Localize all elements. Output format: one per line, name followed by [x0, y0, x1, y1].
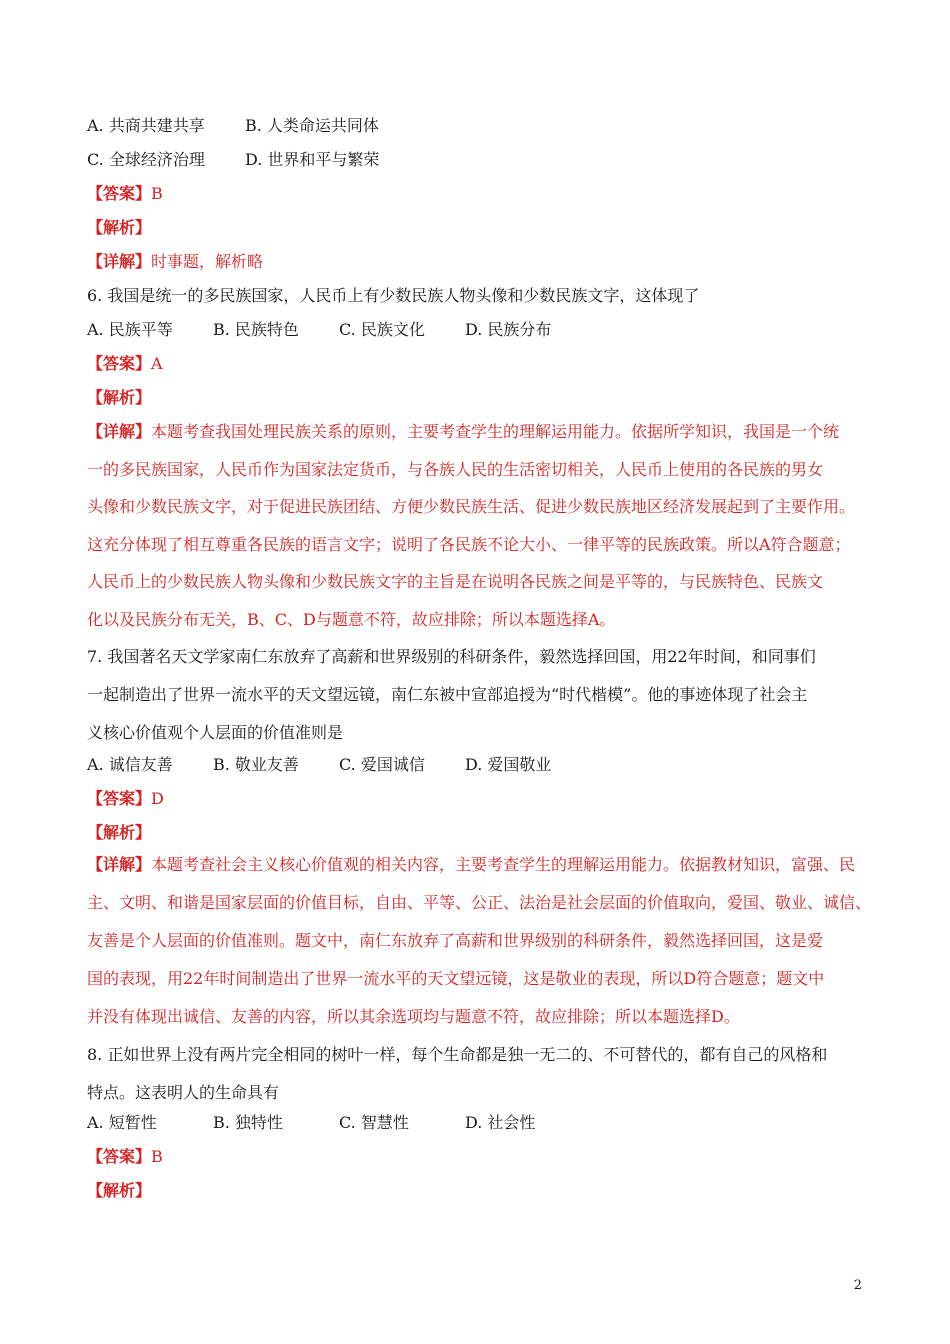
section-tag: 【详解】 — [87, 855, 152, 874]
option-b: B. 人类命运共同体 — [245, 116, 379, 135]
explanation-text: 主、文明、和谐是国家层面的价值目标，自由、平等、公正、法治是社会层面的价值取向，爱国、敬业、诚信、 — [87, 893, 872, 912]
section-text: B — [151, 1147, 163, 1166]
option-c: C. 民族文化 — [339, 320, 425, 339]
section-tag: 【解析】 — [87, 823, 152, 842]
option-b: B. 民族特色 — [213, 320, 299, 339]
option-b: B. 敬业友善 — [213, 755, 299, 774]
option-c: C. 全球经济治理 — [87, 150, 205, 169]
section-text: 时事题，解析略 — [151, 252, 264, 271]
option-d: D. 爱国敬业 — [465, 755, 552, 774]
option-d: D. 民族分布 — [465, 320, 552, 339]
question-text: 8. 正如世界上没有两片完全相同的树叶一样，每个生命都是独一无二的、不可替代的，都有自己的风格和 — [87, 1045, 828, 1064]
section-tag: 【详解】 — [87, 252, 152, 271]
question-text: 7. 我国著名天文学家南仁东放弃了高薪和世界级别的科研条件，毅然选择回国，用22年时间，和同事们 — [87, 647, 816, 666]
section-text: 本题考查社会主义核心价值观的相关内容，主要考查学生的理解运用能力。依据教材知识，富强、民 — [151, 855, 856, 874]
explanation-text: 友善是个人层面的价值准则。题文中，南仁东放弃了高薪和世界级别的科研条件，毅然选择回国，这是爱 — [87, 931, 824, 950]
section-text: A — [151, 354, 163, 373]
answer-options — [87, 1113, 535, 1133]
option-c: C. 智慧性 — [339, 1113, 409, 1132]
answer-options — [87, 116, 379, 136]
section-tag: 【答案】 — [87, 184, 152, 203]
explanation-text: 化以及民族分布无关，B、C、D与题意不符，故应排除；所以本题选择A。 — [87, 610, 616, 629]
section-tag: 【解析】 — [87, 1181, 152, 1200]
option-d: D. 社会性 — [465, 1113, 536, 1132]
question-text: 一起制造出了世界一流水平的天文望远镜，南仁东被中宣部追授为“时代楷模”。他的事迹体现了社会主 — [87, 685, 808, 704]
analysis-heading — [87, 218, 151, 238]
analysis-heading — [87, 823, 151, 843]
section-tag: 【答案】 — [87, 1147, 152, 1166]
page-number: 2 — [853, 1278, 862, 1293]
section-tag: 【解析】 — [87, 218, 152, 237]
section-text: 本题考查我国处理民族关系的原则，主要考查学生的理解运用能力。依据所学知识，我国是一个统 — [151, 422, 840, 441]
section-tag: 【详解】 — [87, 422, 152, 441]
answer-line — [87, 1147, 163, 1167]
section-text: D — [151, 789, 164, 808]
answer-options — [87, 320, 551, 340]
explanation-line — [87, 855, 855, 875]
section-tag: 【解析】 — [87, 388, 152, 407]
analysis-heading — [87, 1181, 151, 1201]
answer-line — [87, 789, 164, 809]
explanation-text: 并没有体现出诚信、友善的内容，所以其余选项均与题意不符，故应排除；所以本题选择D。 — [87, 1007, 740, 1026]
explanation-line — [87, 252, 263, 272]
question-text: 6. 我国是统一的多民族国家，人民币上有少数民族人物头像和少数民族文字，这体现了 — [87, 286, 700, 305]
answer-line — [87, 184, 163, 204]
section-tag: 【答案】 — [87, 354, 152, 373]
explanation-text: 人民币上的少数民族人物头像和少数民族文字的主旨是在说明各民族之间是平等的，与民族特色、民族文 — [87, 572, 824, 591]
explanation-text: 一的多民族国家，人民币作为国家法定货币，与各族人民的生活密切相关，人民币上使用的各民族的男女 — [87, 460, 824, 479]
option-a: A. 诚信友善 — [87, 755, 173, 774]
section-tag: 【答案】 — [87, 789, 152, 808]
option-a: A. 共商共建共享 — [87, 116, 205, 135]
option-a: A. 民族平等 — [87, 320, 173, 339]
question-text: 特点。这表明人的生命具有 — [87, 1083, 280, 1102]
question-text: 义核心价值观个人层面的价值准则是 — [87, 723, 344, 742]
option-c: C. 爱国诚信 — [339, 755, 425, 774]
analysis-heading — [87, 388, 151, 408]
explanation-text: 头像和少数民族文字，对于促进民族团结、方便少数民族生活、促进少数民族地区经济发展起到了主要作用。 — [87, 497, 856, 516]
explanation-text: 国的表现，用22年时间制造出了世界一流水平的天文望远镜，这是敬业的表现，所以D符合题意；题文中 — [87, 969, 825, 988]
answer-options — [87, 755, 551, 775]
answer-line — [87, 354, 163, 374]
answer-options — [87, 150, 379, 170]
option-d: D. 世界和平与繁荣 — [245, 150, 380, 169]
option-b: B. 独特性 — [213, 1113, 283, 1132]
explanation-line — [87, 422, 839, 442]
option-a: A. 短暂性 — [87, 1113, 157, 1132]
section-text: B — [151, 184, 163, 203]
explanation-text: 这充分体现了相互尊重各民族的语言文字；说明了各民族不论大小、一律平等的民族政策。所以A符合题意； — [87, 535, 851, 554]
